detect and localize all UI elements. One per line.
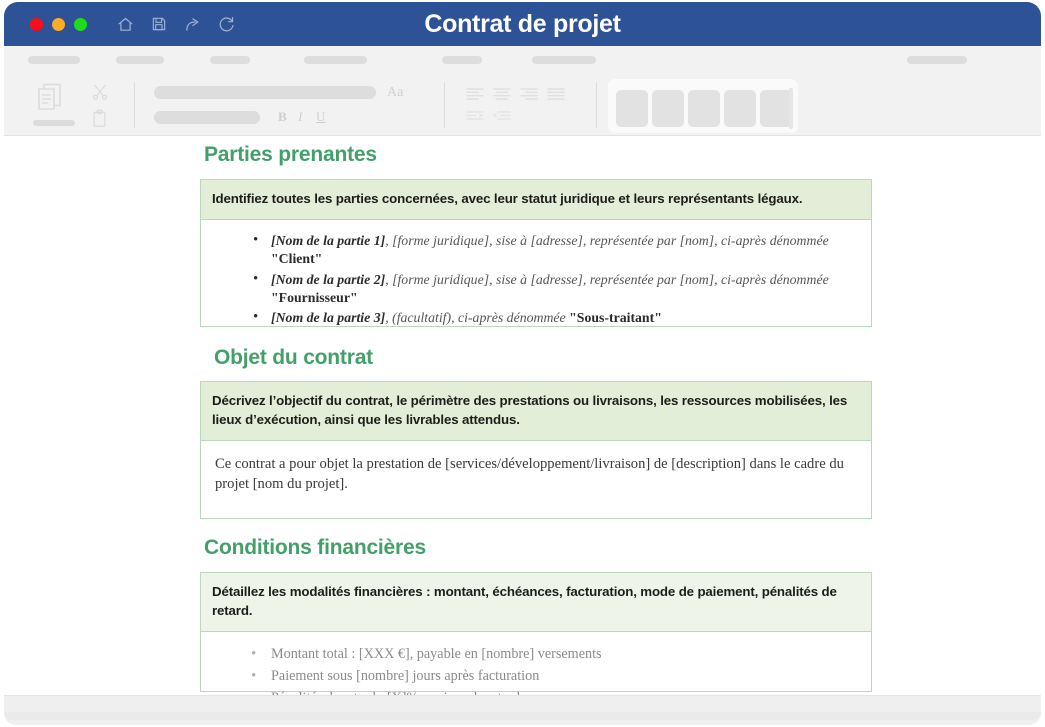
align-center-icon[interactable] (493, 88, 511, 100)
font-family-select[interactable] (154, 86, 376, 99)
copy-icon[interactable] (36, 82, 64, 112)
window-controls (30, 18, 87, 31)
section-hint: Décrivez l’objectif du contrat, le périmètre des prestations ou livraisons, les ressources mobilisées, les lieux d’exécution, ainsi que les livrables attendus. (201, 382, 871, 441)
title-bar (4, 2, 1041, 46)
share-icon[interactable] (184, 16, 201, 33)
party-detail: , (facultatif), ci-après dénommée (385, 310, 570, 326)
align-left-icon[interactable] (466, 88, 484, 100)
ribbon-divider-3 (596, 82, 597, 128)
toolbar-ribbon (4, 46, 1041, 136)
style-preset-3[interactable] (688, 90, 720, 127)
menu-item-placeholder-6[interactable] (532, 56, 596, 64)
style-preset-5[interactable] (760, 90, 792, 127)
party-detail: , [forme juridique], sise à [adresse], représentée par [nom], ci-après dénommée (385, 271, 829, 287)
scissors-icon[interactable] (91, 83, 109, 101)
style-gallery[interactable] (608, 79, 798, 133)
clipboard-icon[interactable] (91, 109, 108, 128)
save-icon[interactable] (151, 16, 167, 32)
party-alias: "Sous-traitant" (569, 310, 662, 326)
align-justify-icon[interactable] (547, 88, 565, 100)
menu-item-placeholder-4[interactable] (304, 56, 367, 64)
clipboard-group (28, 74, 148, 136)
window-title: Contrat de projet (424, 9, 621, 38)
status-bar (4, 695, 1041, 725)
indent-increase-icon[interactable] (493, 111, 511, 122)
bold-button[interactable]: B (278, 109, 287, 124)
minimize-button[interactable] (52, 18, 65, 31)
party-name: [Nom de la partie 3] (271, 310, 386, 326)
titlebar-actions (117, 16, 235, 33)
maximize-button[interactable] (74, 18, 87, 31)
align-right-icon[interactable] (520, 88, 538, 100)
document-canvas[interactable] (4, 136, 1041, 725)
font-size-label[interactable]: Aa (387, 85, 404, 100)
section-hint: Identifiez toutes les parties concernées, avec leur statut juridique et leurs représentants légaux. (201, 180, 871, 220)
party-name: [Nom de la partie 1] (271, 232, 386, 248)
home-icon[interactable] (117, 16, 134, 33)
menu-item-placeholder-3[interactable] (210, 56, 250, 64)
section-title: Conditions financières (204, 536, 426, 559)
close-button[interactable] (30, 18, 43, 31)
underline-button[interactable]: U (316, 109, 326, 124)
reload-icon[interactable] (218, 16, 235, 33)
section-objet-du-contrat (200, 346, 872, 519)
section-content[interactable] (201, 220, 871, 344)
style-gallery-scrollbar[interactable] (789, 88, 793, 129)
style-preset-2[interactable] (652, 90, 684, 127)
ribbon-body (4, 74, 1041, 136)
italic-button[interactable]: I (298, 109, 303, 124)
section-box (200, 381, 872, 519)
section-conditions-financieres (200, 536, 872, 692)
section-title: Objet du contrat (214, 346, 373, 369)
indent-decrease-icon[interactable] (466, 111, 484, 122)
style-preset-1[interactable] (616, 90, 648, 127)
section-paragraph[interactable]: Ce contrat a pour objet la prestation de [services/développement/livraison] de [description] dans le cadre du projet [nom du projet]. (215, 455, 844, 493)
document-page (200, 136, 872, 692)
section-hint: Détaillez les modalités financières : montant, échéances, facturation, mode de paiement, pénalités de retard. (201, 573, 871, 632)
parties-list (215, 232, 857, 328)
section-parties-prenantes (200, 143, 872, 327)
application-window (4, 2, 1041, 725)
clipboard-underline (33, 120, 75, 126)
menu-item-placeholder-right[interactable] (907, 56, 967, 64)
list-item (215, 232, 857, 269)
font-size-select[interactable] (154, 111, 260, 124)
style-preset-4[interactable] (724, 90, 756, 127)
section-title: Parties prenantes (204, 143, 377, 166)
menu-item-placeholder-2[interactable] (116, 56, 164, 64)
menu-item-placeholder-1[interactable] (28, 56, 80, 64)
menu-item-placeholder-5[interactable] (442, 56, 482, 64)
status-bar-inner (4, 712, 1041, 720)
paragraph-group (466, 74, 586, 136)
section-box (200, 572, 872, 692)
ribbon-divider-1 (134, 82, 135, 128)
party-name: [Nom de la partie 2] (271, 271, 386, 287)
ribbon-divider-2 (444, 82, 445, 128)
party-alias: "Fournisseur" (271, 289, 358, 305)
party-alias: "Client" (271, 251, 323, 267)
list-item (215, 271, 857, 308)
list-item: • Montant total : [XXX €], payable en [nombre] versements (215, 643, 857, 665)
list-item (215, 309, 857, 327)
list-item: • Paiement sous [nombre] jours après facturation (215, 665, 857, 687)
section-box (200, 179, 872, 327)
font-group (154, 74, 419, 136)
party-detail: , [forme juridique], sise à [adresse], représentée par [nom], ci-après dénommée (385, 232, 829, 248)
menu-bar (4, 46, 1041, 74)
